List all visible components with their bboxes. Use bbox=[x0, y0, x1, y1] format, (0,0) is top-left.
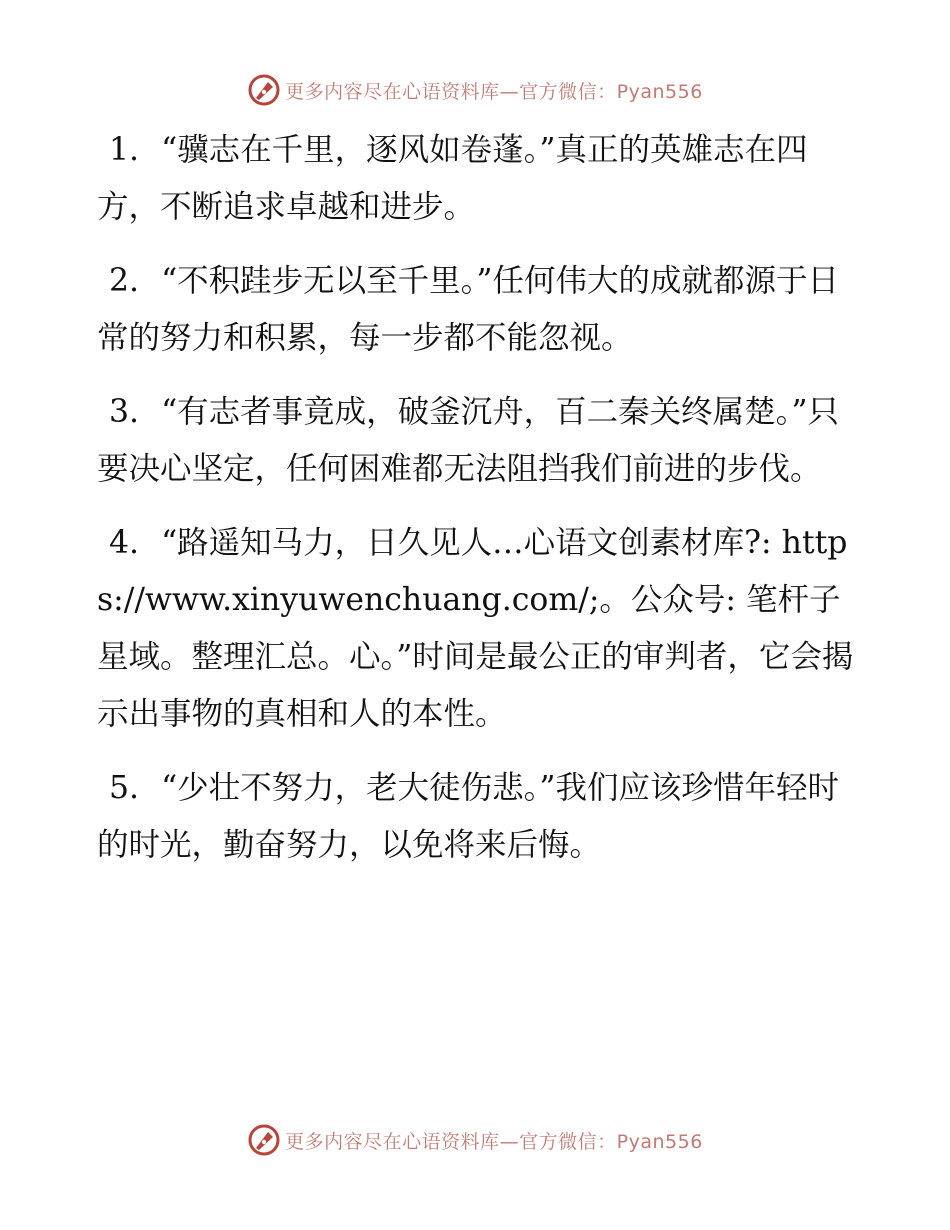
paragraph-number: 3. bbox=[109, 394, 140, 430]
paragraph-2 bbox=[97, 253, 857, 367]
pen-nib-logo-icon bbox=[247, 73, 281, 107]
paragraph-text: “骥志在千里，逐风如卷蓬。”真正的英雄志在四方，不断追求卓越和进步。 bbox=[97, 132, 808, 225]
paragraph-text: “有志者事竟成，破釜沉舟，百二秦关终属楚。”只要决心坚定，任何困难都无法阻挡我们前进的步伐。 bbox=[97, 394, 840, 487]
paragraph-number: 1. bbox=[109, 132, 140, 168]
header-banner bbox=[0, 70, 950, 110]
pen-nib-logo-icon bbox=[247, 1123, 281, 1157]
header-text: 更多内容尽在心语资料库—官方微信：Pyan556 bbox=[285, 80, 703, 103]
paragraph-text: “不积跬步无以至千里。”任何伟大的成就都源于日常的努力和积累，每一步都不能忽视。 bbox=[97, 263, 840, 356]
paragraph-number: 5. bbox=[109, 770, 140, 806]
paragraph-number: 4. bbox=[109, 525, 140, 561]
paragraph-5 bbox=[97, 760, 857, 874]
paragraph-4 bbox=[97, 515, 857, 743]
paragraph-text: “路遥知马力，日久见人…心语文创素材库?: https://www.xinyuwenchuang.com/;。公众号: 笔杆子星域。整理汇总。心。”时间是最公正的审判者，它会揭示出事物的真相和人的本性。 bbox=[97, 525, 854, 732]
paragraph-text: “少壮不努力，老大徒伤悲。”我们应该珍惜年轻时的时光，勤奋努力，以免将来后悔。 bbox=[97, 770, 840, 863]
paragraph-number: 2. bbox=[109, 263, 140, 299]
paragraph-1 bbox=[97, 122, 857, 236]
document-body bbox=[97, 122, 857, 891]
footer-banner bbox=[0, 1120, 950, 1160]
footer-text: 更多内容尽在心语资料库—官方微信：Pyan556 bbox=[285, 1130, 703, 1153]
paragraph-3 bbox=[97, 384, 857, 498]
